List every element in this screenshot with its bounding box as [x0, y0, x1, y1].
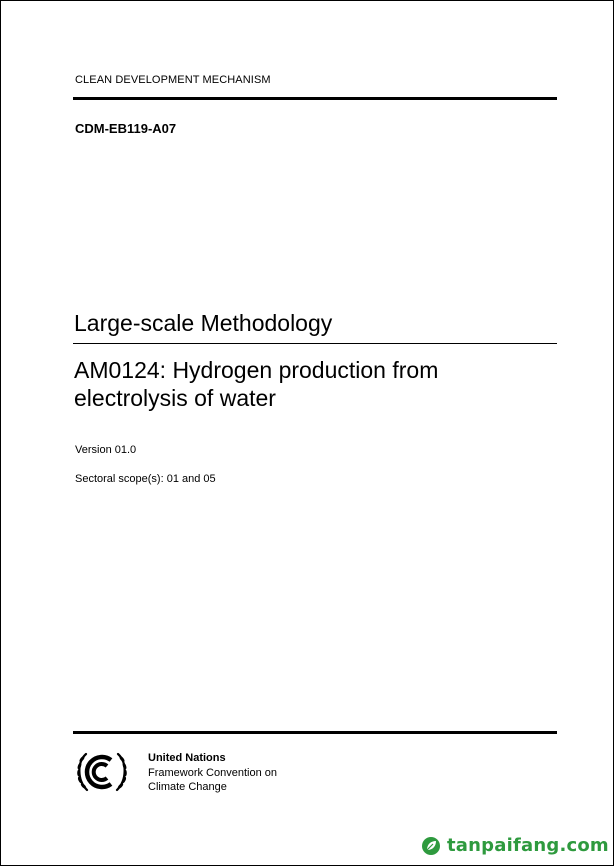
title-divider	[73, 343, 557, 344]
footer-divider	[73, 731, 557, 734]
org-line-3: Climate Change	[148, 781, 227, 793]
unfccc-emblem-icon	[73, 746, 131, 796]
document-type: Large-scale Methodology	[74, 310, 333, 336]
document-title: AM0124: Hydrogen production from electrolysis of water	[74, 357, 439, 411]
org-line-1: United Nations	[148, 752, 226, 764]
watermark-text: tanpaifang.com	[447, 835, 609, 856]
organization-name	[148, 751, 277, 795]
sectoral-scope-label: Sectoral scope(s): 01 and 05	[75, 473, 216, 485]
watermark	[421, 835, 609, 856]
org-line-2: Framework Convention on	[148, 766, 278, 779]
version-label: Version 01.0	[75, 444, 137, 456]
leaf-logo-icon	[421, 836, 441, 856]
program-label: CLEAN DEVELOPMENT MECHANISM	[75, 74, 271, 86]
document-reference: CDM-EB119-A07	[75, 121, 177, 136]
header-divider	[73, 97, 557, 100]
